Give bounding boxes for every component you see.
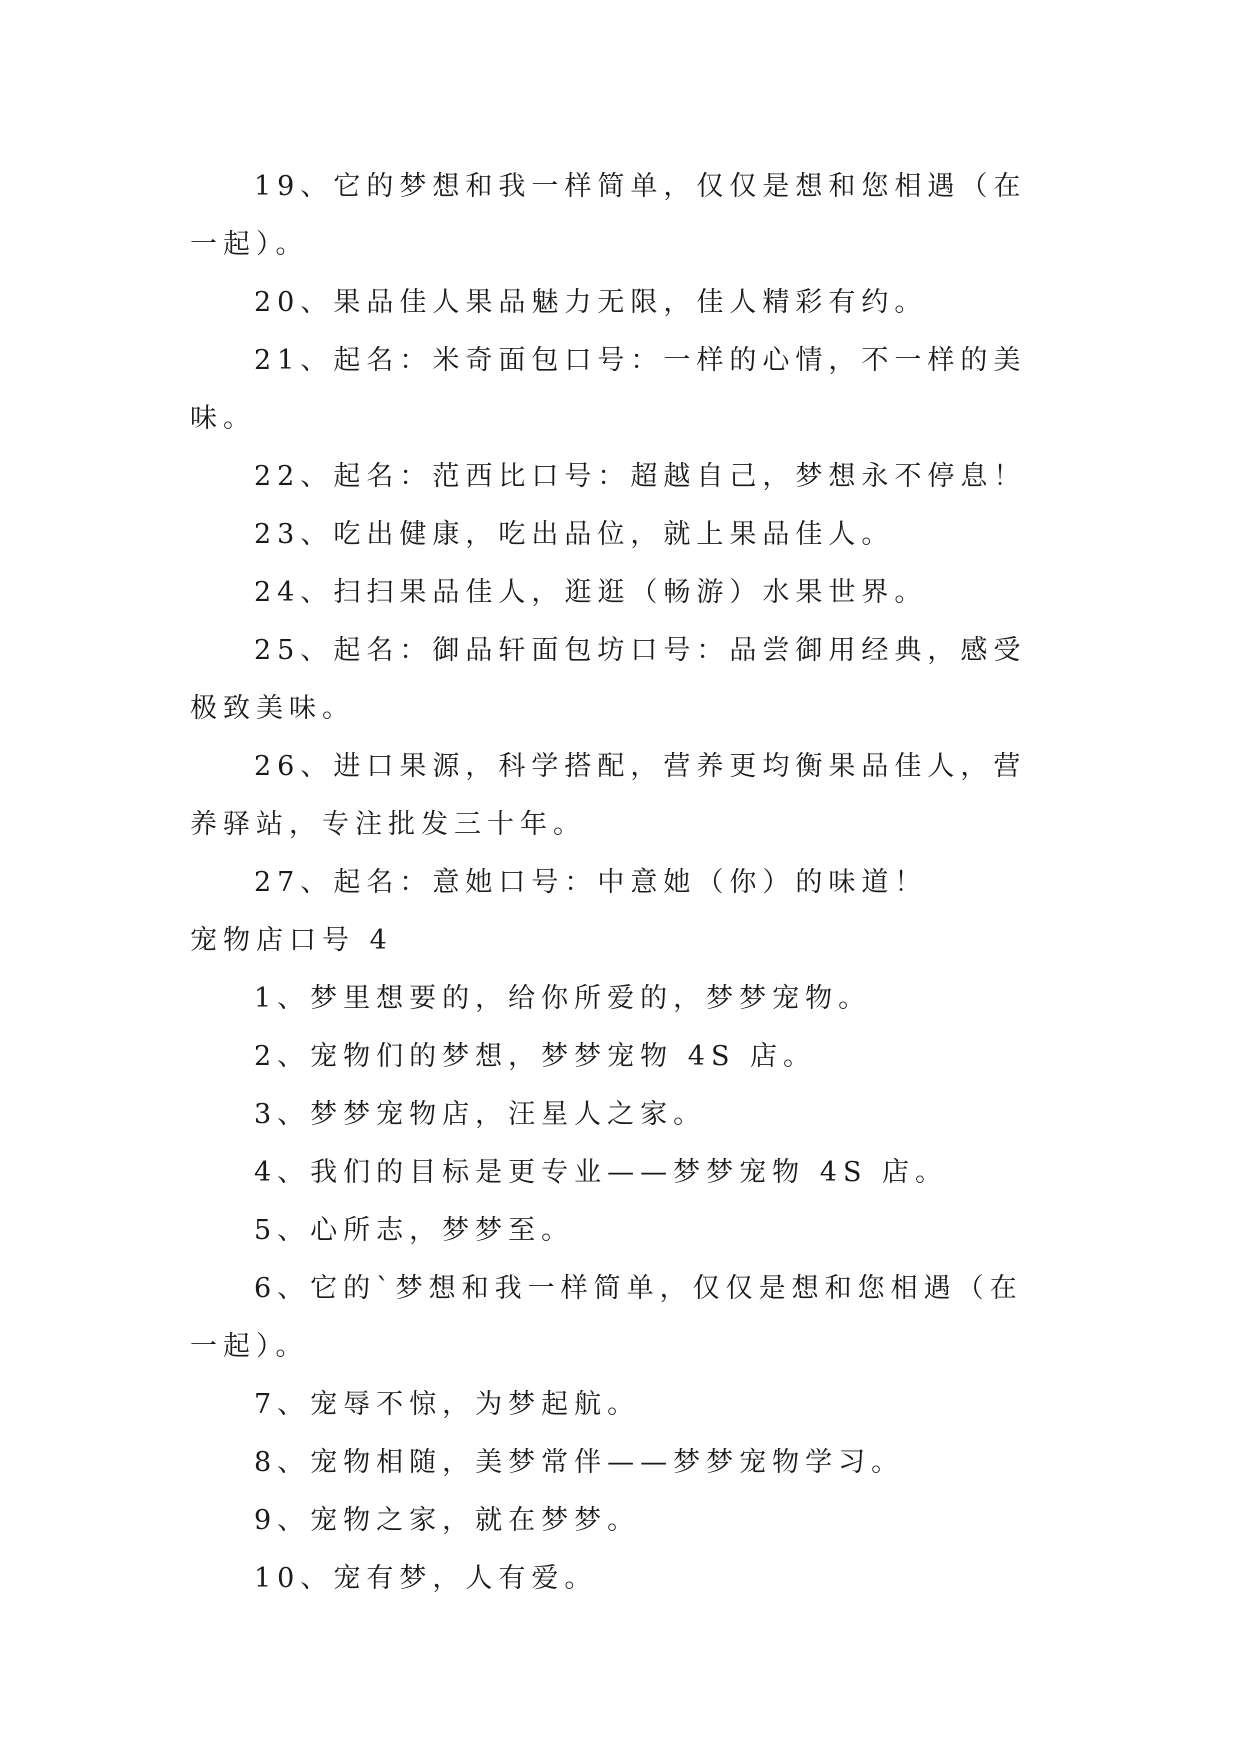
paragraph: 19、它的梦想和我一样简单，仅仅是想和您相遇（在一起）。 [190,171,1027,260]
paragraph: 2、宠物们的梦想，梦梦宠物 4S 店。 [254,1041,817,1072]
paragraph: 25、起名：御品轩面包坊口号：品尝御用经典，感受极致美味。 [190,635,1027,724]
paragraph: 10、宠有梦，人有爱。 [254,1563,598,1594]
paragraph: 3、梦梦宠物店，汪星人之家。 [254,1099,707,1130]
paragraph: 22、起名：范西比口号：超越自己，梦想永不停息！ [254,461,1027,492]
paragraph: 9、宠物之家，就在梦梦。 [254,1505,641,1536]
paragraph: 20、果品佳人果品魅力无限，佳人精彩有约。 [254,287,928,318]
paragraph: 8、宠物相随，美梦常伴——梦梦宠物学习。 [254,1447,905,1478]
paragraph: 24、扫扫果品佳人，逛逛（畅游）水果世界。 [254,577,928,608]
document-body [190,158,1054,1608]
paragraph: 27、起名：意她口号：中意她（你）的味道！ [254,867,928,898]
paragraph: 21、起名：米奇面包口号：一样的心情，不一样的美味。 [190,345,1027,434]
paragraph: 1、梦里想要的，给你所爱的，梦梦宠物。 [254,983,872,1014]
paragraph: 26、进口果源，科学搭配，营养更均衡果品佳人，营养驿站，专注批发三十年。 [190,751,1027,840]
paragraph: 5、心所志，梦梦至。 [254,1215,575,1246]
paragraph: 6、它的`梦想和我一样简单，仅仅是想和您相遇（在一起）。 [190,1273,1023,1362]
paragraph: 7、宠辱不惊，为梦起航。 [254,1389,641,1420]
paragraph: 23、吃出健康，吃出品位，就上果品佳人。 [254,519,895,550]
section-heading: 宠物店口号 4 [190,925,393,956]
paragraph: 4、我们的目标是更专业——梦梦宠物 4S 店。 [254,1157,949,1188]
